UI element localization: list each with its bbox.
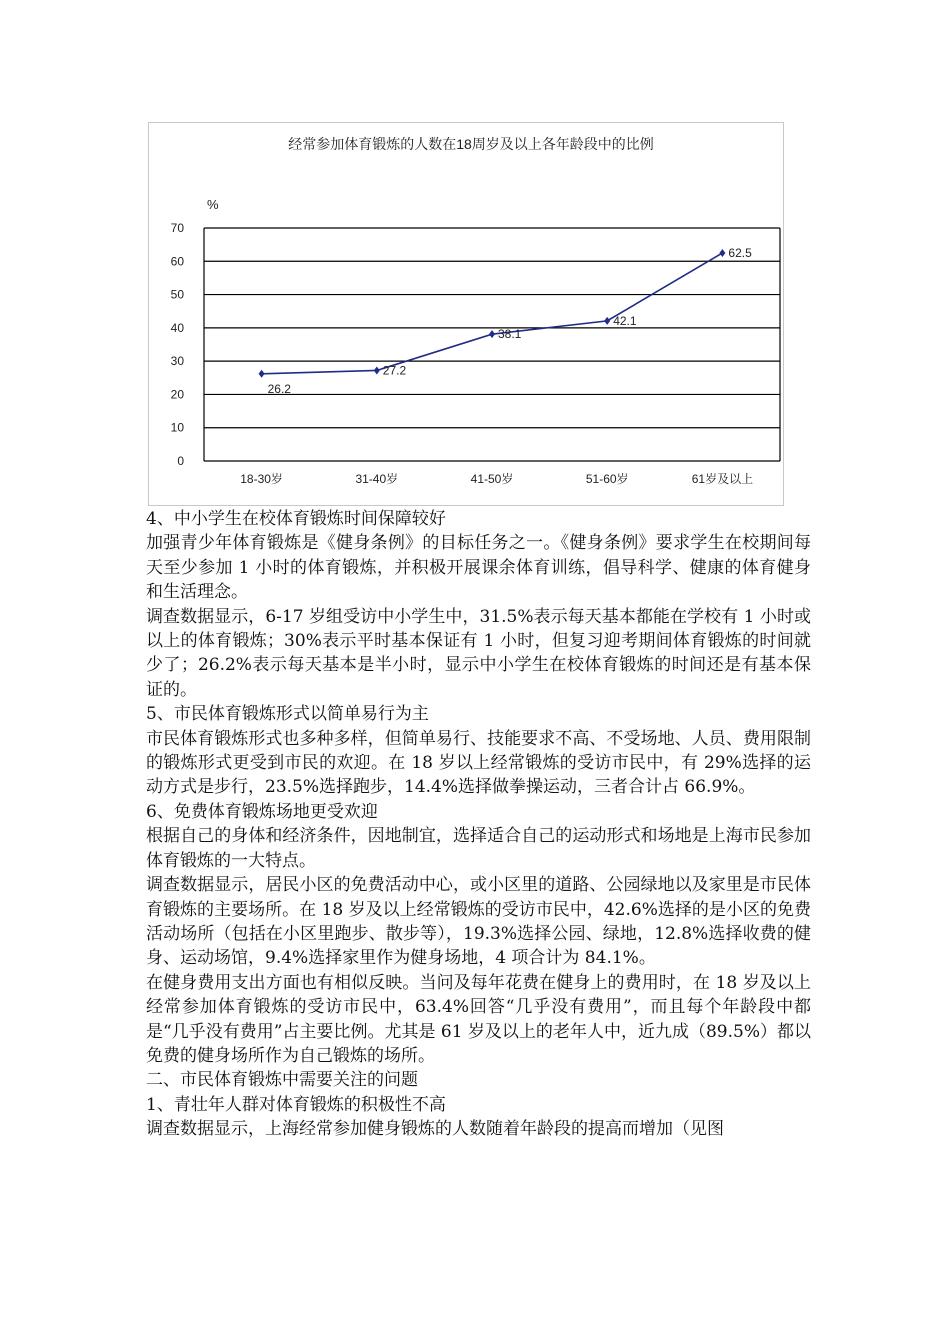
document-body bbox=[146, 507, 811, 1142]
y-tick-label: 10 bbox=[170, 420, 184, 435]
data-label: 26.2 bbox=[267, 381, 291, 396]
data-point bbox=[489, 330, 495, 338]
y-tick-label: 70 bbox=[170, 221, 184, 235]
x-tick-label: 31-40岁 bbox=[355, 472, 399, 486]
paragraph: 根据自己的身体和经济条件，因地制宜，选择适合自己的运动形式和场地是上海市民参加体育锻炼的一大特点。 bbox=[146, 826, 811, 871]
y-tick-label: 0 bbox=[177, 454, 184, 468]
y-tick-label: 30 bbox=[170, 354, 184, 369]
chapter-heading: 二、市民体育锻炼中需要关注的问题 bbox=[146, 1070, 418, 1091]
line-chart bbox=[149, 123, 785, 507]
y-tick-labels bbox=[171, 221, 185, 468]
y-tick-label: 60 bbox=[170, 254, 184, 269]
data-point bbox=[604, 317, 610, 325]
data-label: 27.2 bbox=[382, 363, 407, 378]
data-series bbox=[259, 249, 726, 378]
section-heading-4: 4、中小学生在校体育锻炼时间保障较好 bbox=[146, 509, 446, 529]
paragraph: 市民体育锻炼形式也多种多样，但简单易行、技能要求不高、不受场地、人员、费用限制的锻炼形式更受到市民的欢迎。在 18 岁以上经常锻炼的受访市民中，有 29%选择的运动方式是步行，23.5%选择跑步，14.4%选择做拳操运动，三者合计占 66.9%。 bbox=[146, 728, 811, 798]
series-line bbox=[262, 253, 723, 374]
data-point bbox=[259, 370, 265, 378]
paragraph: 在健身费用支出方面也有相似反映。当问及每年花费在健身上的费用时，在 18 岁及以上经常参加体育锻炼的受访市民中，63.4%回答“几乎没有费用”，而且每个年龄段中都是“几乎没有费用”占主要比例。尤其是 61 岁及以上的老年人中，近九成（89.5%）都以免费的健身场所作为自己锻炼的场所。 bbox=[146, 972, 811, 1066]
y-tick-label: 50 bbox=[170, 287, 184, 302]
x-tick-label: 18-30岁 bbox=[240, 472, 283, 486]
data-labels bbox=[268, 246, 752, 396]
gridlines bbox=[204, 228, 780, 461]
x-tick-label: 51-60岁 bbox=[585, 472, 629, 486]
x-tick-label: 61岁及以上 bbox=[691, 472, 754, 486]
section-heading-1: 1、青壮年人群对体育锻炼的积极性不高 bbox=[146, 1094, 446, 1115]
paragraph: 调查数据显示，居民小区的免费活动中心，或小区里的道路、公园绿地以及家里是市民体育锻炼的主要场所。在 18 岁及以上经常锻炼的受访市民中，42.6%选择的是小区的免费活动场所（包括在小区里跑步、散步等），19.3%选择公园、绿地，12.8%选择收费的健身、运动场馆，9.4%选择家里作为健身场地，4 项合计为 84.1%。 bbox=[146, 875, 811, 969]
data-label: 62.5 bbox=[728, 245, 752, 260]
line-chart-figure bbox=[148, 122, 784, 506]
section-heading-6: 6、免费体育锻炼场地更受欢迎 bbox=[146, 801, 378, 822]
data-point bbox=[719, 249, 725, 257]
paragraph: 加强青少年体育锻炼是《健身条例》的目标任务之一。《健身条例》要求学生在校期间每天至少参加 1 小时的体育锻炼，并积极开展课余体育训练，倡导科学、健康的体育健身和生活理念。 bbox=[146, 533, 811, 603]
x-tick-labels bbox=[240, 471, 753, 486]
chart-title: 经常参加体育锻炼的人数在18周岁及以上各年龄段中的比例 bbox=[288, 136, 654, 152]
section-heading-5: 5、市民体育锻炼形式以简单易行为主 bbox=[146, 704, 429, 725]
x-tick-label: 41-50岁 bbox=[470, 472, 514, 486]
y-tick-label: 40 bbox=[170, 320, 184, 335]
paragraph: 调查数据显示，上海经常参加健身锻炼的人数随着年龄段的提高而增加（见图 bbox=[146, 1119, 724, 1140]
paragraph: 调查数据显示，6-17 岁组受访中小学生中，31.5%表示每天基本都能在学校有 1 小时或以上的体育锻炼；30%表示平时基本保证有 1 小时，但复习迎考期间体育锻炼的时间就少了；26.2%表示每天基本是半小时，显示中小学生在校体育锻炼的时间还是有基本保证的。 bbox=[146, 606, 811, 700]
data-point bbox=[374, 366, 380, 374]
data-label: 42.1 bbox=[613, 313, 637, 328]
data-label: 38.1 bbox=[498, 327, 522, 342]
y-axis-label: % bbox=[207, 197, 219, 212]
y-tick-label: 20 bbox=[170, 387, 184, 402]
